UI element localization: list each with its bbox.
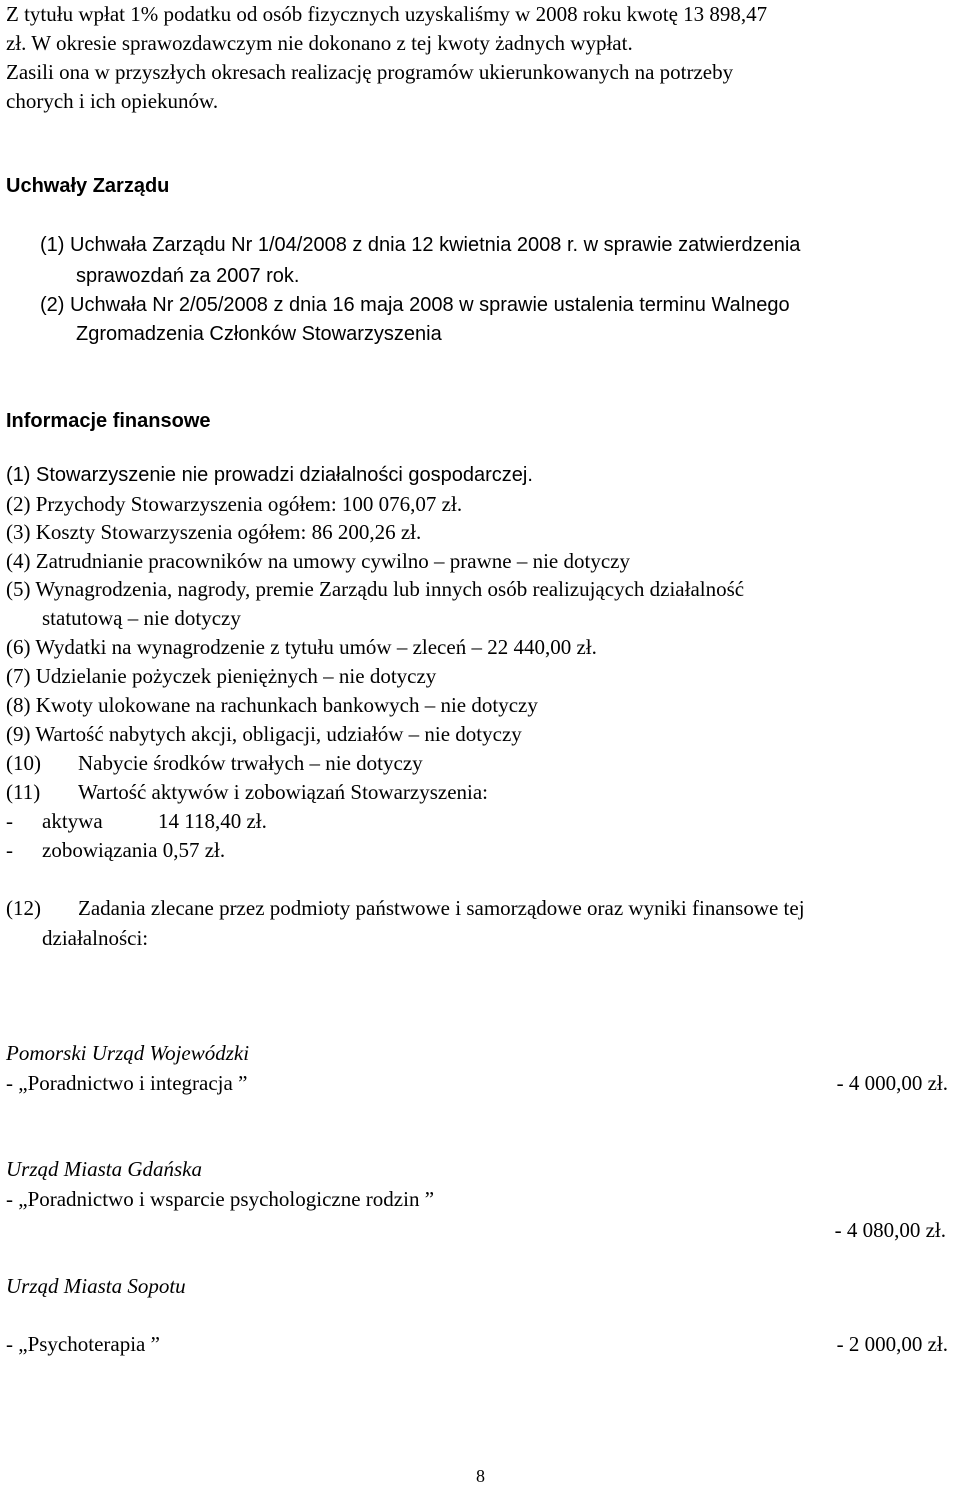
finance-item-5-line-1: (5) Wynagrodzenia, nagrody, premie Zarządu lub innych osób realizujących działalność xyxy=(6,577,745,601)
finance-item-11-text: Wartość aktywów i zobowiązań Stowarzyszenia: xyxy=(78,780,489,804)
resolutions-heading: Uchwały Zarządu xyxy=(6,175,170,197)
grant-1-institution: Pomorski Urząd Wojewódzki xyxy=(6,1041,250,1065)
intro-line-3: Zasili ona w przyszłych okresach realizację programów ukierunkowanych na potrzeby xyxy=(6,60,734,84)
finance-item-8: (8) Kwoty ulokowane na rachunkach bankowych – nie dotyczy xyxy=(6,693,538,717)
finance-item-10-text: Nabycie środków trwałych – nie dotyczy xyxy=(78,751,423,775)
finance-item-12-number: (12) xyxy=(6,896,41,920)
grant-1-task: - „Poradnictwo i integracja ” xyxy=(6,1071,248,1095)
grant-3-institution: Urząd Miasta Sopotu xyxy=(6,1274,186,1298)
grant-2-task: - „Poradnictwo i wsparcie psychologiczne rodzin ” xyxy=(6,1187,435,1211)
grant-2-amount: - 4 080,00 zł. xyxy=(834,1218,946,1242)
finance-item-1: (1) Stowarzyszenie nie prowadzi działalności gospodarczej. xyxy=(6,464,533,486)
page-number: 8 xyxy=(476,1466,485,1486)
resolution-2-line-2: Zgromadzenia Członków Stowarzyszenia xyxy=(76,323,442,345)
finance-heading: Informacje finansowe xyxy=(6,410,211,432)
finance-item-5-line-2: statutową – nie dotyczy xyxy=(42,606,241,630)
finance-item-6: (6) Wydatki na wynagrodzenie z tytułu umów – zleceń – 22 440,00 zł. xyxy=(6,635,597,659)
finance-item-2: (2) Przychody Stowarzyszenia ogółem: 100 076,07 zł. xyxy=(6,492,463,516)
resolution-1-line-2: sprawozdań za 2007 rok. xyxy=(76,265,300,287)
finance-item-9: (9) Wartość nabytych akcji, obligacji, udziałów – nie dotyczy xyxy=(6,722,522,746)
finance-item-4: (4) Zatrudnianie pracowników na umowy cywilno – prawne – nie dotyczy xyxy=(6,549,630,573)
resolution-2-line-1: (2) Uchwała Nr 2/05/2008 z dnia 16 maja 2008 w sprawie ustalenia terminu Walnego xyxy=(40,294,790,316)
intro-line-1: Z tytułu wpłat 1% podatku od osób fizycznych uzyskaliśmy w 2008 roku kwotę 13 898,47 xyxy=(6,2,768,26)
finance-item-7: (7) Udzielanie pożyczek pieniężnych – nie dotyczy xyxy=(6,664,437,688)
finance-item-10-number: (10) xyxy=(6,751,41,775)
grant-3-task: - „Psychoterapia ” xyxy=(6,1332,160,1356)
intro-line-2: zł. W okresie sprawozdawczym nie dokonano z tej kwoty żadnych wypłat. xyxy=(6,31,633,55)
intro-line-4: chorych i ich opiekunów. xyxy=(6,89,219,113)
liabilities-dash: - xyxy=(6,838,13,862)
assets-value: 14 118,40 zł. xyxy=(158,809,267,833)
resolution-1-line-1: (1) Uchwała Zarządu Nr 1/04/2008 z dnia 12 kwietnia 2008 r. w sprawie zatwierdzenia xyxy=(40,234,801,256)
grant-1-amount: - 4 000,00 zł. xyxy=(836,1071,948,1095)
finance-item-3: (3) Koszty Stowarzyszenia ogółem: 86 200,26 zł. xyxy=(6,520,422,544)
assets-label: aktywa xyxy=(42,809,103,833)
finance-item-11-number: (11) xyxy=(6,780,41,804)
assets-dash: - xyxy=(6,809,13,833)
grant-2-institution: Urząd Miasta Gdańska xyxy=(6,1157,203,1181)
liabilities-text: zobowiązania 0,57 zł. xyxy=(42,838,226,862)
grant-3-amount: - 2 000,00 zł. xyxy=(836,1332,948,1356)
finance-item-12-line-2: działalności: xyxy=(42,926,149,950)
finance-item-12-line-1: Zadania zlecane przez podmioty państwowe i samorządowe oraz wyniki finansowe tej xyxy=(78,896,805,920)
